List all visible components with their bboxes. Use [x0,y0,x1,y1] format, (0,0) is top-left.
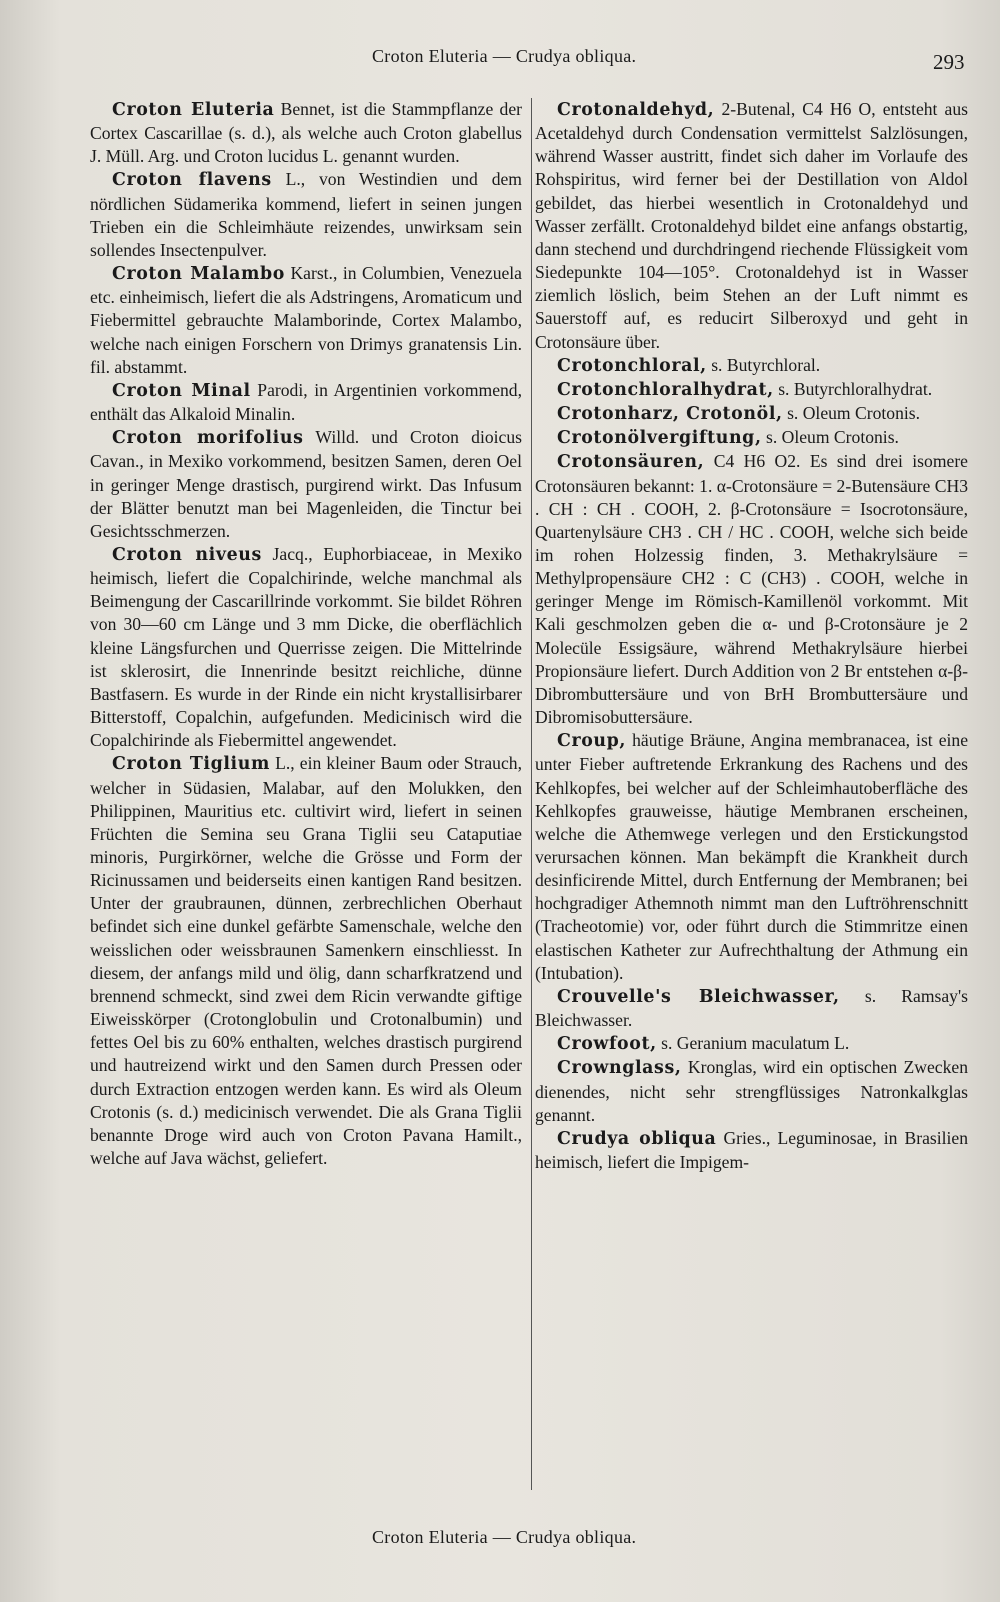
entry-headword: Croup, [557,731,627,752]
entry-text: s. Oleum Crotonis. [782,403,921,424]
entry-text: 2-Butenal, C4 H6 O, entsteht aus Acetaldehyd durch Condensation vermittelst Salzlösungen, während Wasser austritt, findet sich daher im Vorlaufe des Rohspiritus, wird ferner bei der Destillation von Aldol gebildet, das hierbei wesentlich in Crotonaldehyd und Wasser zerfällt. Crotonaldehyd bildet eine anfangs obstartig, dann stechend und durchdringend riechende Flüssigkeit vom Siedepunkte 104—105°. Crotonaldehyd ist in Wasser ziemlich löslich, beim Stehen an der Luft nimmt es Sauerstoff auf, es reducirt Silberoxyd und geht in Crotonsäure über. [535,99,968,352]
entry-text: Parodi, in Argentinien vorkommend, enthält das Alkaloid Minalin. [90,379,523,425]
entry-text: C4 H6 O2. Es sind drei isomere Crotonsäuren bekannt: 1. α-Crotonsäure = 2-Butensäure CH3 . CH : CH . COOH, 2. β-Crotonsäure = Isocrotonsäure, Quartenylsäure CH3 . CH / HC . COOH, welche sich beide im rohen Holzessig finden, 3. Methakrylsäure = Methylpropensäure CH2 : C (CH3) . COOH, welche in geringer Menge im Römisch-Kamillenöl vorkommt. Mit Kali geschmolzen geben die α- und β-Crotonsäure je 2 Molecüle Essigsäure, während Methakrylsäure hierbei Propionsäure liefert. Durch Addition von 2 Br entstehen α-β-Dibrombuttersäure und von BrH Brombuttersäure und Dibromisobuttersäure. [535,451,968,728]
entry-text: Willd. und Croton dioicus Cavan., in Mexiko vorkommend, besitzen Samen, deren Oel in geringer Menge drastisch, purgirend wirkt. Das Infusum der Blätter benutzt man bei Magenleiden, die Tinctur bei Gesichtsschmerzen. [90,427,522,541]
entry-headword: Croton niveus [112,544,262,565]
entry-headword: Crotonchloral, [557,355,707,376]
entry-text: Karst., in Columbien, Venezuela etc. einheimisch, liefert die als Adstringens, Aromaticum und Fiebermittel gebrauchte Malamborinde, Cortex Malambo, welche nach einigen Forschern von Drimys granatensis Lin. fil. abstammt. [90,263,522,377]
dictionary-entry [90,379,522,426]
dictionary-entry [90,543,522,752]
entry-text: s. Butyrchloral. [706,354,821,375]
entry-headword: Crotonölvergiftung, [557,428,762,449]
dictionary-entry [535,402,968,426]
dictionary-entry [535,985,968,1032]
entry-text: Bennet, ist die Stammpflanze der Cortex Cascarillae (s. d.), als welche auch Croton glabellus J. Müll. Arg. und Croton lucidus L. genannt wurden. [90,99,522,167]
entry-text: s. Geranium maculatum L. [656,1033,850,1054]
entry-text: s. Oleum Crotonis. [761,427,899,448]
entry-headword: Croton Eluteria [112,100,275,120]
entry-headword: Croton flavens [112,170,272,191]
dictionary-entry [90,98,522,168]
footer-catchline: Croton Eluteria — Crudya obliqua. [372,1527,637,1547]
right-column [535,98,968,1174]
dictionary-entry [535,729,968,985]
entry-text: häutige Bräune, Angina membranacea, ist eine unter Fieber auftretende Erkrankung des Rachens und des Kehlkopfes, bei welcher auf der Schleimhautoberfläche des Kehlkopfes grauweisse, häutige Membranen erscheinen, welche die Athemwege verlegen und den Erstickungstod verursachen können. Man bekämpft die Krankheit durch desinficirende Mittel, durch Entfernung der Membranen; bei hochgradiger Athemnoth nimmt man den Luftröhrenschnitt (Tracheotomie) vor, oder führt durch die Stimmritze einen elastischen Katheter zur Aufrechthaltung der Athmung ein (Intubation). [535,730,968,983]
dictionary-entry [535,1056,968,1126]
entry-headword: Crownglass, [557,1058,682,1079]
dictionary-entry [535,426,968,450]
entry-headword: Crotonaldehyd, [557,100,715,120]
entry-text: Kronglas, wird ein optischen Zwecken dienendes, nicht sehr strengflüssiges Natronkalkglas genannt. [535,1057,968,1125]
dictionary-entry [535,98,968,354]
entry-text: s. Butyrchloralhydrat. [773,378,933,399]
dictionary-entry [90,168,522,262]
entry-headword: Croton morifolius [112,428,304,449]
entry-headword: Croton Tiglium [112,754,271,775]
dictionary-entry [535,450,968,729]
left-column [90,98,522,1170]
page-header [0,44,1000,74]
entry-headword: Crotonsäuren, [557,452,705,473]
dictionary-entry [90,426,522,543]
dictionary-entry [90,262,522,379]
entry-headword: Croton Malambo [112,264,285,285]
dictionary-entry [535,354,968,378]
entry-text: L., von Westindien und dem nördlichen Südamerika kommend, liefert in seinen jungen Trieben ein die Schleimhäute reizendes, unwirksam sein sollendes Insectenpulver. [90,169,522,260]
entry-headword: Crotonchloralhydrat, [557,379,774,400]
entry-text: Jacq., Euphorbiaceae, in Mexiko heimisch, liefert die Copalchirinde, welche manchmal als Beimengung der Cascarillrinde vorkommt. Sie bildet Röhren von 30—60 cm Länge und 3 mm Dicke, die oberflächlich kleine Längsfurchen und Querrisse zeigen. Die Mittelrinde ist sklerosirt, die Innenrinde besitzt reichliche, dünne Bastfasern. Es wurde in der Rinde ein nicht krystallisirbarer Bitterstoff, Copalchin, aufgefunden. Medicinisch wird die Copalchirinde als Fiebermittel angewendet. [90,543,522,751]
entry-headword: Crudya obliqua [557,1128,717,1149]
entry-text: L., ein kleiner Baum oder Strauch, welcher in Südasien, Malabar, auf den Molukken, den Philippinen, Mauritius etc. cultivirt wird, liefert in seinen Früchten die Semina seu Grana Tiglii seu Cataputiae minoris, Purgirkörner, welche die Grösse und Form der Ricinussamen und beiderseits einen kantigen Rand besitzen. Unter der graubraunen, dünnen, zerbrechlichen Oberhaut befindet sich eine dunkel gefärbte Samenschale, welche den weisslichen oder weissbraunen Samenkern einschliesst. In diesem, der anfangs mild und ölig, dann scharfkratzend und brennend schmeckt, sind zwei dem Ricin verwandte giftige Eiweisskörper (Crotonglobulin und Crotonalbumin) und fettes Oel bis zu 60% enthalten, welches drastisch purgirend und hautreizend wirkt und den Samen durch Pressen oder durch Extraction entzogen werden kann. Es wird als Oleum Crotonis (s. d.) medicinisch verwendet. Die als Grana Tiglii benannte Droge wird auch von Croton Pavana Hamilt., welche auf Java wächst, geliefert. [90,753,522,1169]
entry-text: s. Ramsay's Bleichwasser. [535,985,968,1031]
entry-text: Gries., Leguminosae, in Brasilien heimisch, liefert die Impigem- [535,1127,968,1173]
entry-headword: Crowfoot, [557,1034,657,1055]
dictionary-entry [90,752,522,1170]
dictionary-entry [535,1127,968,1174]
dictionary-entry [535,1032,968,1056]
entry-headword: Croton Minal [112,380,251,401]
dictionary-entry [535,378,968,402]
entry-headword: Crouvelle's Bleichwasser, [557,986,840,1007]
column-divider [531,98,532,1490]
page-number: 293 [933,50,965,74]
running-title: Croton Eluteria — Crudya obliqua. [372,46,637,66]
entry-headword: Crotonharz, Crotonöl, [557,404,783,425]
